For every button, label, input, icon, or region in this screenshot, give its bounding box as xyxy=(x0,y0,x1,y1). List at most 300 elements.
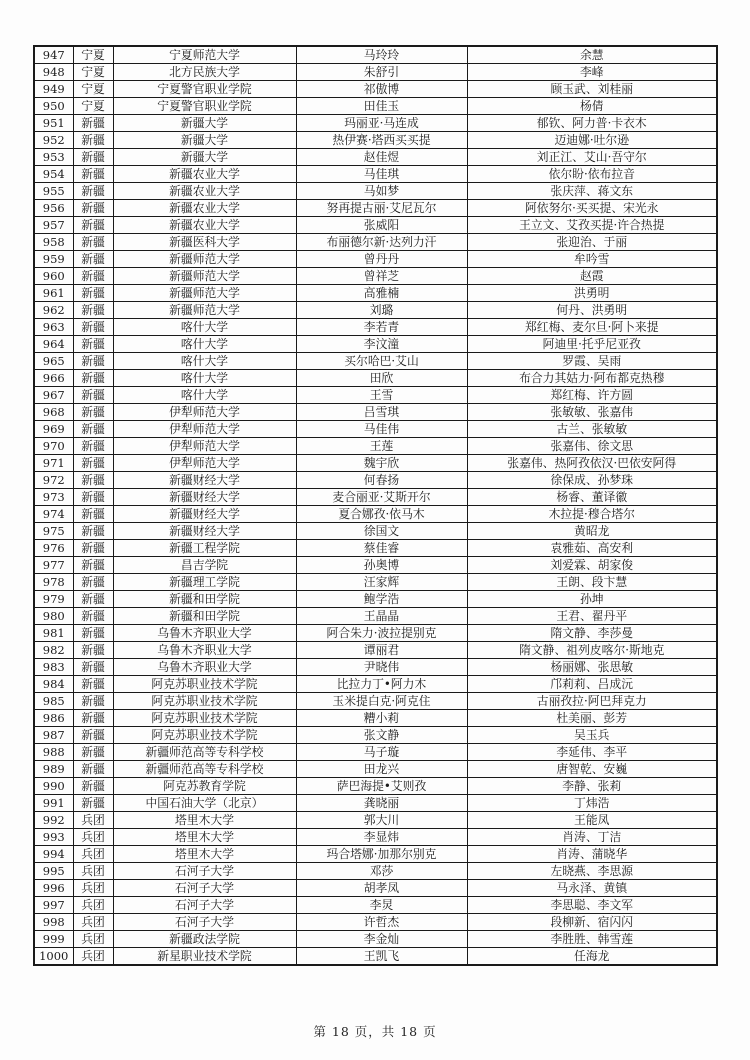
teachers-cell: 黄昭龙 xyxy=(467,523,717,540)
school-cell: 宁夏警官职业学院 xyxy=(113,98,296,115)
teachers-cell: 刘正江、艾山·吾守尔 xyxy=(467,149,717,166)
rank-cell: 972 xyxy=(34,472,73,489)
table-row xyxy=(34,370,717,387)
school-cell: 喀什大学 xyxy=(113,387,296,404)
table-row xyxy=(34,829,717,846)
table-row xyxy=(34,81,717,98)
school-cell: 新疆农业大学 xyxy=(113,166,296,183)
school-cell: 伊犁师范大学 xyxy=(113,421,296,438)
school-cell: 新疆师范大学 xyxy=(113,302,296,319)
teachers-cell: 袁雅茹、高安利 xyxy=(467,540,717,557)
student-cell: 玉米提白克·阿克住 xyxy=(296,693,467,710)
province-cell: 新疆 xyxy=(73,234,113,251)
student-cell: 尹晓伟 xyxy=(296,659,467,676)
student-cell: 马佳伟 xyxy=(296,421,467,438)
results-table-body xyxy=(34,46,717,965)
teachers-cell: 牟吟雪 xyxy=(467,251,717,268)
table-row xyxy=(34,183,717,200)
student-cell: 张文静 xyxy=(296,727,467,744)
student-cell: 龚晓丽 xyxy=(296,795,467,812)
province-cell: 兵团 xyxy=(73,897,113,914)
province-cell: 新疆 xyxy=(73,166,113,183)
rank-cell: 960 xyxy=(34,268,73,285)
student-cell: 马佳琪 xyxy=(296,166,467,183)
rank-cell: 961 xyxy=(34,285,73,302)
rank-cell: 999 xyxy=(34,931,73,948)
rank-cell: 952 xyxy=(34,132,73,149)
rank-cell: 990 xyxy=(34,778,73,795)
teachers-cell: 张嘉伟、徐文思 xyxy=(467,438,717,455)
teachers-cell: 洪勇明 xyxy=(467,285,717,302)
school-cell: 喀什大学 xyxy=(113,353,296,370)
table-row xyxy=(34,710,717,727)
teachers-cell: 杨丽娜、张思敏 xyxy=(467,659,717,676)
province-cell: 兵团 xyxy=(73,948,113,966)
teachers-cell: 隋文静、李莎曼 xyxy=(467,625,717,642)
student-cell: 徐国文 xyxy=(296,523,467,540)
school-cell: 喀什大学 xyxy=(113,319,296,336)
teachers-cell: 刘爱霖、胡家俊 xyxy=(467,557,717,574)
student-cell: 曾丹丹 xyxy=(296,251,467,268)
table-row xyxy=(34,727,717,744)
teachers-cell: 王朗、段卞慧 xyxy=(467,574,717,591)
school-cell: 新疆大学 xyxy=(113,132,296,149)
student-cell: 李若青 xyxy=(296,319,467,336)
student-cell: 王莲 xyxy=(296,438,467,455)
rank-cell: 994 xyxy=(34,846,73,863)
table-row xyxy=(34,523,717,540)
table-row xyxy=(34,642,717,659)
school-cell: 新疆师范大学 xyxy=(113,285,296,302)
student-cell: 夏合娜孜·依马木 xyxy=(296,506,467,523)
school-cell: 乌鲁木齐职业大学 xyxy=(113,659,296,676)
page-number-footer: 第 18 页，共 18 页 xyxy=(313,1024,437,1039)
student-cell: 王凯飞 xyxy=(296,948,467,966)
student-cell: 阿合朱力·波拉提别克 xyxy=(296,625,467,642)
province-cell: 新疆 xyxy=(73,727,113,744)
teachers-cell: 罗霞、吴雨 xyxy=(467,353,717,370)
school-cell: 新疆和田学院 xyxy=(113,608,296,625)
rank-cell: 998 xyxy=(34,914,73,931)
student-cell: 郭大川 xyxy=(296,812,467,829)
table-row xyxy=(34,846,717,863)
province-cell: 新疆 xyxy=(73,115,113,132)
teachers-cell: 王立文、艾孜买提·许合热提 xyxy=(467,217,717,234)
student-cell: 邓莎 xyxy=(296,863,467,880)
table-row xyxy=(34,778,717,795)
school-cell: 新疆农业大学 xyxy=(113,200,296,217)
province-cell: 新疆 xyxy=(73,387,113,404)
table-row xyxy=(34,540,717,557)
student-cell: 谭丽君 xyxy=(296,642,467,659)
teachers-cell: 肖涛、蒲晓华 xyxy=(467,846,717,863)
province-cell: 新疆 xyxy=(73,489,113,506)
student-cell: 王雪 xyxy=(296,387,467,404)
school-cell: 阿克苏教育学院 xyxy=(113,778,296,795)
teachers-cell: 杨睿、董译徽 xyxy=(467,489,717,506)
province-cell: 新疆 xyxy=(73,744,113,761)
teachers-cell: 隋文静、祖列皮喀尔·斯地克 xyxy=(467,642,717,659)
province-cell: 新疆 xyxy=(73,557,113,574)
rank-cell: 970 xyxy=(34,438,73,455)
teachers-cell: 李胜胜、韩雪莲 xyxy=(467,931,717,948)
table-row xyxy=(34,591,717,608)
student-cell: 买尔哈巴·艾山 xyxy=(296,353,467,370)
province-cell: 新疆 xyxy=(73,268,113,285)
school-cell: 新疆财经大学 xyxy=(113,523,296,540)
teachers-cell: 左晓燕、李思源 xyxy=(467,863,717,880)
province-cell: 新疆 xyxy=(73,608,113,625)
province-cell: 新疆 xyxy=(73,540,113,557)
rank-cell: 963 xyxy=(34,319,73,336)
teachers-cell: 顾玉武、刘桂丽 xyxy=(467,81,717,98)
province-cell: 新疆 xyxy=(73,302,113,319)
table-row xyxy=(34,897,717,914)
province-cell: 新疆 xyxy=(73,183,113,200)
table-row xyxy=(34,234,717,251)
rank-cell: 978 xyxy=(34,574,73,591)
rank-cell: 981 xyxy=(34,625,73,642)
teachers-cell: 任海龙 xyxy=(467,948,717,966)
table-row xyxy=(34,217,717,234)
province-cell: 兵团 xyxy=(73,914,113,931)
school-cell: 昌吉学院 xyxy=(113,557,296,574)
province-cell: 宁夏 xyxy=(73,81,113,98)
teachers-cell: 木拉提·穆合塔尔 xyxy=(467,506,717,523)
rank-cell: 979 xyxy=(34,591,73,608)
school-cell: 石河子大学 xyxy=(113,863,296,880)
student-cell: 朱舒引 xyxy=(296,64,467,81)
teachers-cell: 张庆萍、蒋文东 xyxy=(467,183,717,200)
rank-cell: 956 xyxy=(34,200,73,217)
table-row xyxy=(34,115,717,132)
student-cell: 努再提古丽·艾尼瓦尔 xyxy=(296,200,467,217)
province-cell: 新疆 xyxy=(73,370,113,387)
student-cell: 鲍学浩 xyxy=(296,591,467,608)
school-cell: 伊犁师范大学 xyxy=(113,455,296,472)
award-list-table xyxy=(33,45,718,966)
province-cell: 新疆 xyxy=(73,778,113,795)
rank-cell: 947 xyxy=(34,46,73,64)
rank-cell: 954 xyxy=(34,166,73,183)
rank-cell: 964 xyxy=(34,336,73,353)
table-row xyxy=(34,268,717,285)
province-cell: 新疆 xyxy=(73,319,113,336)
rank-cell: 965 xyxy=(34,353,73,370)
teachers-cell: 余慧 xyxy=(467,46,717,64)
province-cell: 新疆 xyxy=(73,438,113,455)
table-row xyxy=(34,166,717,183)
table-row xyxy=(34,506,717,523)
table-row xyxy=(34,438,717,455)
school-cell: 石河子大学 xyxy=(113,914,296,931)
rank-cell: 967 xyxy=(34,387,73,404)
rank-cell: 982 xyxy=(34,642,73,659)
student-cell: 马如梦 xyxy=(296,183,467,200)
student-cell: 赵佳煜 xyxy=(296,149,467,166)
rank-cell: 991 xyxy=(34,795,73,812)
student-cell: 王晶晶 xyxy=(296,608,467,625)
teachers-cell: 何丹、洪勇明 xyxy=(467,302,717,319)
table-row xyxy=(34,812,717,829)
table-row xyxy=(34,574,717,591)
province-cell: 兵团 xyxy=(73,812,113,829)
student-cell: 魏宇欣 xyxy=(296,455,467,472)
table-row xyxy=(34,336,717,353)
student-cell: 田欣 xyxy=(296,370,467,387)
school-cell: 塔里木大学 xyxy=(113,829,296,846)
rank-cell: 971 xyxy=(34,455,73,472)
student-cell: 蔡佳睿 xyxy=(296,540,467,557)
school-cell: 喀什大学 xyxy=(113,336,296,353)
table-row xyxy=(34,285,717,302)
teachers-cell: 李延伟、李平 xyxy=(467,744,717,761)
rank-cell: 976 xyxy=(34,540,73,557)
table-row xyxy=(34,625,717,642)
rank-cell: 948 xyxy=(34,64,73,81)
province-cell: 新疆 xyxy=(73,795,113,812)
province-cell: 新疆 xyxy=(73,217,113,234)
rank-cell: 966 xyxy=(34,370,73,387)
school-cell: 新疆大学 xyxy=(113,149,296,166)
table-row xyxy=(34,693,717,710)
table-row xyxy=(34,387,717,404)
school-cell: 宁夏警官职业学院 xyxy=(113,81,296,98)
student-cell: 高雅楠 xyxy=(296,285,467,302)
rank-cell: 985 xyxy=(34,693,73,710)
teachers-cell: 郁钦、阿力普·卡衣木 xyxy=(467,115,717,132)
school-cell: 新疆师范高等专科学校 xyxy=(113,744,296,761)
school-cell: 新疆医科大学 xyxy=(113,234,296,251)
province-cell: 兵团 xyxy=(73,931,113,948)
school-cell: 石河子大学 xyxy=(113,880,296,897)
table-row xyxy=(34,404,717,421)
teachers-cell: 古丽孜拉·阿巴拜克力 xyxy=(467,693,717,710)
school-cell: 新星职业技术学院 xyxy=(113,948,296,966)
province-cell: 新疆 xyxy=(73,574,113,591)
province-cell: 新疆 xyxy=(73,251,113,268)
school-cell: 石河子大学 xyxy=(113,897,296,914)
student-cell: 马玲玲 xyxy=(296,46,467,64)
table-row xyxy=(34,489,717,506)
school-cell: 新疆师范高等专科学校 xyxy=(113,761,296,778)
table-row xyxy=(34,132,717,149)
province-cell: 新疆 xyxy=(73,285,113,302)
school-cell: 新疆财经大学 xyxy=(113,472,296,489)
school-cell: 新疆财经大学 xyxy=(113,506,296,523)
student-cell: 孙奥博 xyxy=(296,557,467,574)
student-cell: 麦合丽亚·艾斯开尔 xyxy=(296,489,467,506)
province-cell: 新疆 xyxy=(73,506,113,523)
table-row xyxy=(34,302,717,319)
rank-cell: 980 xyxy=(34,608,73,625)
province-cell: 新疆 xyxy=(73,421,113,438)
rank-cell: 951 xyxy=(34,115,73,132)
table-row xyxy=(34,149,717,166)
school-cell: 宁夏师范大学 xyxy=(113,46,296,64)
student-cell: 萨巴海提•艾则孜 xyxy=(296,778,467,795)
teachers-cell: 邝莉莉、吕成沅 xyxy=(467,676,717,693)
province-cell: 新疆 xyxy=(73,761,113,778)
school-cell: 北方民族大学 xyxy=(113,64,296,81)
province-cell: 新疆 xyxy=(73,523,113,540)
province-cell: 新疆 xyxy=(73,642,113,659)
student-cell: 汪家辉 xyxy=(296,574,467,591)
school-cell: 新疆农业大学 xyxy=(113,183,296,200)
teachers-cell: 肖涛、丁洁 xyxy=(467,829,717,846)
rank-cell: 983 xyxy=(34,659,73,676)
table-row xyxy=(34,421,717,438)
province-cell: 宁夏 xyxy=(73,46,113,64)
school-cell: 塔里木大学 xyxy=(113,846,296,863)
table-row xyxy=(34,472,717,489)
school-cell: 乌鲁木齐职业大学 xyxy=(113,625,296,642)
table-row xyxy=(34,200,717,217)
teachers-cell: 杨倩 xyxy=(467,98,717,115)
school-cell: 阿克苏职业技术学院 xyxy=(113,727,296,744)
rank-cell: 959 xyxy=(34,251,73,268)
student-cell: 玛丽亚·马连成 xyxy=(296,115,467,132)
rank-cell: 957 xyxy=(34,217,73,234)
school-cell: 阿克苏职业技术学院 xyxy=(113,710,296,727)
table-row xyxy=(34,931,717,948)
province-cell: 新疆 xyxy=(73,200,113,217)
table-row xyxy=(34,608,717,625)
province-cell: 新疆 xyxy=(73,591,113,608)
student-cell: 张威阳 xyxy=(296,217,467,234)
teachers-cell: 丁炜浩 xyxy=(467,795,717,812)
rank-cell: 996 xyxy=(34,880,73,897)
teachers-cell: 张迎治、于丽 xyxy=(467,234,717,251)
student-cell: 祁傲博 xyxy=(296,81,467,98)
table-row xyxy=(34,98,717,115)
student-cell: 糟小莉 xyxy=(296,710,467,727)
province-cell: 新疆 xyxy=(73,710,113,727)
teachers-cell: 郑红梅、许方圆 xyxy=(467,387,717,404)
school-cell: 新疆农业大学 xyxy=(113,217,296,234)
school-cell: 新疆师范大学 xyxy=(113,251,296,268)
school-cell: 新疆工程学院 xyxy=(113,540,296,557)
province-cell: 新疆 xyxy=(73,693,113,710)
student-cell: 田佳玉 xyxy=(296,98,467,115)
province-cell: 新疆 xyxy=(73,472,113,489)
rank-cell: 973 xyxy=(34,489,73,506)
table-row xyxy=(34,46,717,64)
province-cell: 新疆 xyxy=(73,353,113,370)
province-cell: 兵团 xyxy=(73,880,113,897)
student-cell: 李显炜 xyxy=(296,829,467,846)
student-cell: 许哲杰 xyxy=(296,914,467,931)
rank-cell: 986 xyxy=(34,710,73,727)
teachers-cell: 依尔盼·依布拉音 xyxy=(467,166,717,183)
rank-cell: 995 xyxy=(34,863,73,880)
student-cell: 李金灿 xyxy=(296,931,467,948)
teachers-cell: 阿迪里·托乎尼亚孜 xyxy=(467,336,717,353)
province-cell: 新疆 xyxy=(73,659,113,676)
school-cell: 新疆师范大学 xyxy=(113,268,296,285)
table-row xyxy=(34,744,717,761)
school-cell: 新疆政法学院 xyxy=(113,931,296,948)
province-cell: 新疆 xyxy=(73,149,113,166)
rank-cell: 962 xyxy=(34,302,73,319)
rank-cell: 958 xyxy=(34,234,73,251)
teachers-cell: 马永泽、黄镇 xyxy=(467,880,717,897)
school-cell: 伊犁师范大学 xyxy=(113,404,296,421)
student-cell: 比拉力丁•阿力木 xyxy=(296,676,467,693)
teachers-cell: 段柳新、宿闪闪 xyxy=(467,914,717,931)
teachers-cell: 赵霞 xyxy=(467,268,717,285)
rank-cell: 997 xyxy=(34,897,73,914)
rank-cell: 950 xyxy=(34,98,73,115)
school-cell: 喀什大学 xyxy=(113,370,296,387)
rank-cell: 969 xyxy=(34,421,73,438)
province-cell: 宁夏 xyxy=(73,64,113,81)
student-cell: 田龙兴 xyxy=(296,761,467,778)
teachers-cell: 郑红梅、麦尔旦·阿卜来提 xyxy=(467,319,717,336)
table-row xyxy=(34,659,717,676)
student-cell: 李炅 xyxy=(296,897,467,914)
rank-cell: 993 xyxy=(34,829,73,846)
school-cell: 新疆财经大学 xyxy=(113,489,296,506)
teachers-cell: 李峰 xyxy=(467,64,717,81)
teachers-cell: 徐保成、孙梦珠 xyxy=(467,472,717,489)
table-row xyxy=(34,948,717,966)
school-cell: 中国石油大学（北京） xyxy=(113,795,296,812)
school-cell: 塔里木大学 xyxy=(113,812,296,829)
table-row xyxy=(34,455,717,472)
student-cell: 吕雪琪 xyxy=(296,404,467,421)
table-row xyxy=(34,353,717,370)
rank-cell: 968 xyxy=(34,404,73,421)
rank-cell: 949 xyxy=(34,81,73,98)
student-cell: 曾祥芝 xyxy=(296,268,467,285)
province-cell: 新疆 xyxy=(73,336,113,353)
student-cell: 刘璐 xyxy=(296,302,467,319)
rank-cell: 987 xyxy=(34,727,73,744)
table-row xyxy=(34,914,717,931)
school-cell: 伊犁师范大学 xyxy=(113,438,296,455)
table-row xyxy=(34,251,717,268)
table-row xyxy=(34,64,717,81)
teachers-cell: 吴玉兵 xyxy=(467,727,717,744)
table-row xyxy=(34,676,717,693)
student-cell: 胡孝凤 xyxy=(296,880,467,897)
rank-cell: 975 xyxy=(34,523,73,540)
rank-cell: 984 xyxy=(34,676,73,693)
teachers-cell: 张敏敏、张嘉伟 xyxy=(467,404,717,421)
table-row xyxy=(34,761,717,778)
student-cell: 玛合塔娜·加那尔别克 xyxy=(296,846,467,863)
province-cell: 新疆 xyxy=(73,676,113,693)
school-cell: 新疆大学 xyxy=(113,115,296,132)
province-cell: 兵团 xyxy=(73,829,113,846)
teachers-cell: 唐智乾、安巍 xyxy=(467,761,717,778)
rank-cell: 955 xyxy=(34,183,73,200)
table-row xyxy=(34,880,717,897)
student-cell: 何春扬 xyxy=(296,472,467,489)
school-cell: 乌鲁木齐职业大学 xyxy=(113,642,296,659)
rank-cell: 989 xyxy=(34,761,73,778)
province-cell: 新疆 xyxy=(73,625,113,642)
province-cell: 宁夏 xyxy=(73,98,113,115)
rank-cell: 977 xyxy=(34,557,73,574)
teachers-cell: 孙坤 xyxy=(467,591,717,608)
table-row xyxy=(34,557,717,574)
school-cell: 阿克苏职业技术学院 xyxy=(113,676,296,693)
table-row xyxy=(34,863,717,880)
province-cell: 兵团 xyxy=(73,863,113,880)
teachers-cell: 张嘉伟、热阿孜依汉·巴依安阿得 xyxy=(467,455,717,472)
